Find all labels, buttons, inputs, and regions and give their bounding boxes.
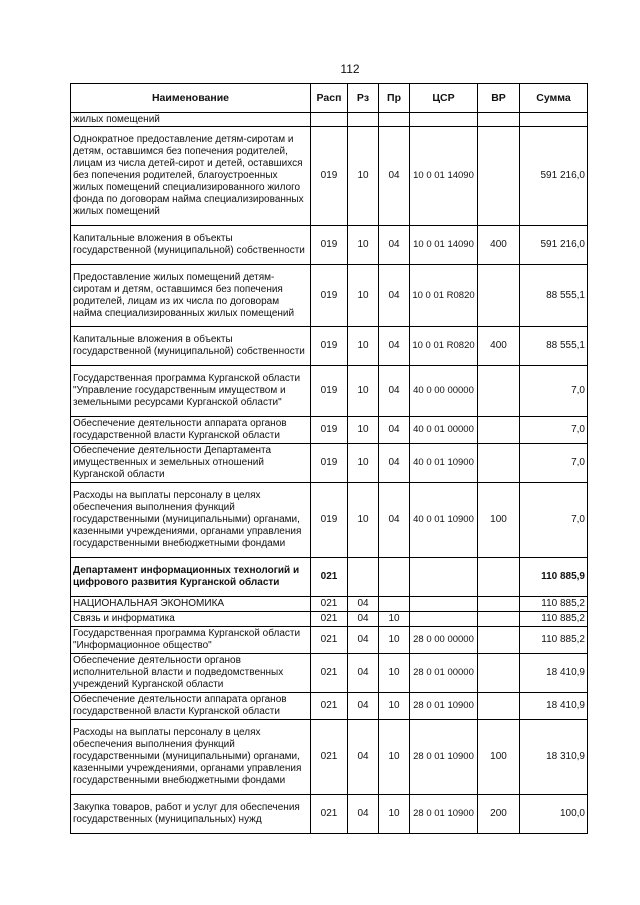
cell-rz: 04 — [348, 597, 379, 612]
cell-rasp: 021 — [311, 627, 348, 654]
cell-csr: 10 0 01 14090 — [410, 127, 478, 226]
cell-name: Обеспечение деятельности Департамента имущественных и земельных отношений Курганской области — [71, 444, 311, 483]
cell-name: Предоставление жилых помещений детям-сиротам и детям, оставшимся без попечения родителей, лицам из их числа по договорам найма специализированных жилых помещений — [71, 265, 311, 327]
cell-rasp: 019 — [311, 483, 348, 558]
cell-rasp: 021 — [311, 693, 348, 720]
cell-name: Государственная программа Курганской области "Управление государственным имуществом и земельными ресурсами Курганской области" — [71, 366, 311, 417]
cell-rasp: 021 — [311, 558, 348, 597]
cell-csr: 28 0 00 00000 — [410, 627, 478, 654]
cell-pr: 04 — [379, 366, 410, 417]
cell-sum: 7,0 — [520, 483, 588, 558]
cell-vr — [478, 113, 520, 127]
cell-sum: 18 410,9 — [520, 654, 588, 693]
cell-csr: 28 0 01 10900 — [410, 720, 478, 795]
cell-vr — [478, 612, 520, 627]
cell-csr: 40 0 01 10900 — [410, 444, 478, 483]
cell-rasp: 019 — [311, 127, 348, 226]
table-body — [71, 113, 588, 834]
cell-name: жилых помещений — [71, 113, 311, 127]
cell-vr — [478, 417, 520, 444]
cell-pr: 10 — [379, 720, 410, 795]
table-row — [71, 627, 588, 654]
cell-name: Связь и информатика — [71, 612, 311, 627]
cell-sum: 110 885,2 — [520, 612, 588, 627]
table-row — [71, 693, 588, 720]
header-name: Наименование — [71, 84, 311, 113]
cell-name: Капитальные вложения в объекты государственной (муниципальной) собственности — [71, 327, 311, 366]
header-rz: Рз — [348, 84, 379, 113]
cell-sum: 100,0 — [520, 795, 588, 834]
cell-rz: 04 — [348, 693, 379, 720]
cell-sum: 18 410,9 — [520, 693, 588, 720]
cell-pr: 10 — [379, 693, 410, 720]
cell-pr: 10 — [379, 795, 410, 834]
cell-pr: 04 — [379, 327, 410, 366]
cell-pr: 04 — [379, 265, 410, 327]
cell-pr: 04 — [379, 226, 410, 265]
cell-sum: 591 216,0 — [520, 127, 588, 226]
cell-rz: 10 — [348, 417, 379, 444]
cell-pr — [379, 113, 410, 127]
cell-name: Капитальные вложения в объекты государственной (муниципальной) собственности — [71, 226, 311, 265]
table-row — [71, 444, 588, 483]
cell-name: Государственная программа Курганской области "Информационное общество" — [71, 627, 311, 654]
table-row — [71, 265, 588, 327]
cell-rz: 10 — [348, 265, 379, 327]
cell-rz: 04 — [348, 612, 379, 627]
cell-sum: 110 885,2 — [520, 627, 588, 654]
cell-rz: 10 — [348, 483, 379, 558]
table-row — [71, 327, 588, 366]
cell-name: Однократное предоставление детям-сиротам и детям, оставшимся без попечения родителей, лицам из числа детей-сирот и детей, оставшихся без попечения родителей, благоустроенных жилых помещений специализированного жилого фонда по договорам найма специализированных жилых помещений — [71, 127, 311, 226]
cell-sum: 591 216,0 — [520, 226, 588, 265]
cell-name: Обеспечение деятельности органов исполнительной власти и подведомственных учреждений Курганской области — [71, 654, 311, 693]
table-row — [71, 483, 588, 558]
table-row — [71, 654, 588, 693]
cell-rz — [348, 558, 379, 597]
cell-name: Закупка товаров, работ и услуг для обеспечения государственных (муниципальных) нужд — [71, 795, 311, 834]
cell-csr: 28 0 01 10900 — [410, 693, 478, 720]
cell-name: Обеспечение деятельности аппарата органов государственной власти Курганской области — [71, 417, 311, 444]
cell-vr: 100 — [478, 483, 520, 558]
cell-rasp: 019 — [311, 327, 348, 366]
cell-name: Департамент информационных технологий и цифрового развития Курганской области — [71, 558, 311, 597]
cell-name: Расходы на выплаты персоналу в целях обеспечения выполнения функций государственными (муниципальными) органами, казенными учреждениями, органами управления государственными внебюджетными фондами — [71, 483, 311, 558]
cell-rz: 04 — [348, 720, 379, 795]
cell-sum — [520, 113, 588, 127]
cell-pr — [379, 558, 410, 597]
cell-csr: 10 0 01 R0820 — [410, 327, 478, 366]
cell-rasp: 021 — [311, 720, 348, 795]
cell-vr — [478, 265, 520, 327]
cell-rz: 04 — [348, 654, 379, 693]
cell-csr — [410, 597, 478, 612]
cell-vr — [478, 127, 520, 226]
cell-rz: 10 — [348, 366, 379, 417]
cell-pr: 04 — [379, 444, 410, 483]
cell-vr: 400 — [478, 226, 520, 265]
header-sum: Сумма — [520, 84, 588, 113]
cell-rasp: 019 — [311, 444, 348, 483]
cell-rasp: 019 — [311, 366, 348, 417]
cell-csr: 40 0 01 10900 — [410, 483, 478, 558]
cell-rasp: 021 — [311, 795, 348, 834]
cell-rz: 10 — [348, 226, 379, 265]
cell-name: Расходы на выплаты персоналу в целях обеспечения выполнения функций государственными (муниципальными) органами, казенными учреждениями, органами управления государственными внебюджетными фондами — [71, 720, 311, 795]
cell-pr: 10 — [379, 627, 410, 654]
cell-csr: 10 0 01 14090 — [410, 226, 478, 265]
cell-sum: 18 310,9 — [520, 720, 588, 795]
cell-csr: 28 0 01 10900 — [410, 795, 478, 834]
cell-pr: 10 — [379, 612, 410, 627]
cell-vr: 400 — [478, 327, 520, 366]
cell-vr — [478, 627, 520, 654]
cell-vr — [478, 654, 520, 693]
table-row — [71, 795, 588, 834]
table-row — [71, 226, 588, 265]
cell-sum: 7,0 — [520, 366, 588, 417]
cell-vr — [478, 597, 520, 612]
cell-rz: 10 — [348, 127, 379, 226]
cell-csr — [410, 113, 478, 127]
table-row — [71, 597, 588, 612]
cell-vr: 100 — [478, 720, 520, 795]
cell-rz: 04 — [348, 627, 379, 654]
cell-sum: 88 555,1 — [520, 265, 588, 327]
table-row — [71, 127, 588, 226]
page-number: 112 — [340, 62, 360, 76]
budget-table — [70, 83, 588, 834]
table-row — [71, 612, 588, 627]
cell-csr: 40 0 00 00000 — [410, 366, 478, 417]
cell-name: НАЦИОНАЛЬНАЯ ЭКОНОМИКА — [71, 597, 311, 612]
cell-name: Обеспечение деятельности аппарата органов государственной власти Курганской области — [71, 693, 311, 720]
header-rasp: Расп — [311, 84, 348, 113]
header-pr: Пр — [379, 84, 410, 113]
cell-vr: 200 — [478, 795, 520, 834]
cell-sum: 110 885,2 — [520, 597, 588, 612]
cell-pr: 04 — [379, 417, 410, 444]
table-header-row — [71, 84, 588, 113]
header-csr: ЦСР — [410, 84, 478, 113]
cell-rasp: 019 — [311, 226, 348, 265]
header-vr: ВР — [478, 84, 520, 113]
table-row — [71, 417, 588, 444]
cell-rz: 10 — [348, 444, 379, 483]
cell-rasp: 021 — [311, 654, 348, 693]
cell-vr — [478, 366, 520, 417]
cell-csr: 28 0 01 00000 — [410, 654, 478, 693]
cell-vr — [478, 693, 520, 720]
cell-csr: 10 0 01 R0820 — [410, 265, 478, 327]
table-row — [71, 113, 588, 127]
table-row — [71, 558, 588, 597]
cell-rasp: 019 — [311, 265, 348, 327]
cell-pr — [379, 597, 410, 612]
table-row — [71, 720, 588, 795]
cell-vr — [478, 444, 520, 483]
cell-pr: 04 — [379, 127, 410, 226]
cell-rasp: 019 — [311, 417, 348, 444]
cell-pr: 04 — [379, 483, 410, 558]
cell-rz: 04 — [348, 795, 379, 834]
cell-csr — [410, 558, 478, 597]
cell-rasp: 021 — [311, 597, 348, 612]
cell-sum: 7,0 — [520, 444, 588, 483]
cell-sum: 110 885,9 — [520, 558, 588, 597]
cell-rz — [348, 113, 379, 127]
cell-sum: 7,0 — [520, 417, 588, 444]
cell-rasp: 021 — [311, 612, 348, 627]
cell-csr: 40 0 01 00000 — [410, 417, 478, 444]
cell-pr: 10 — [379, 654, 410, 693]
cell-rz: 10 — [348, 327, 379, 366]
cell-rasp — [311, 113, 348, 127]
cell-sum: 88 555,1 — [520, 327, 588, 366]
cell-vr — [478, 558, 520, 597]
cell-csr — [410, 612, 478, 627]
table-row — [71, 366, 588, 417]
